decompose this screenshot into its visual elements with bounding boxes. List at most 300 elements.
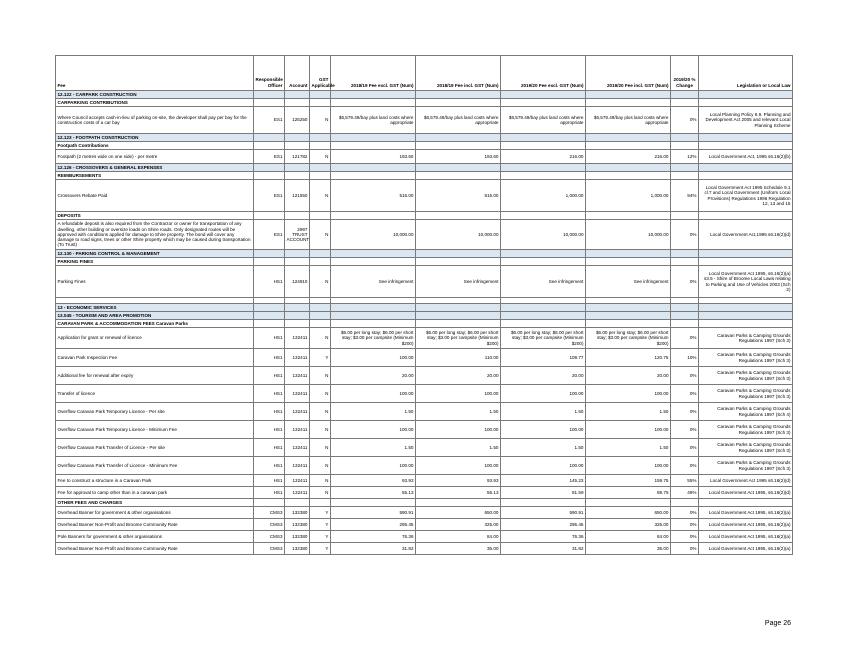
empty-cell [331,99,416,107]
empty-cell [254,499,285,507]
section-title: 12.122 - CARPARK CONSTRUCTION [56,91,254,99]
account-cell: 132411 [285,385,310,403]
gst-cell: N [310,421,331,439]
empty-cell [331,258,416,266]
fee-2018-excl-cell: $6.00 per long stay; $6.00 per short stay; $3.00 per campsite (Minimum $200) [331,328,416,349]
subsection-header-row [56,212,793,220]
header-fee: Fee [56,56,254,91]
account-cell: 132411 [285,457,310,475]
fee-2019-incl-cell: 325.00 [586,519,671,531]
fee-2019-incl-cell: 89.75 [586,487,671,499]
account-cell: 132380 [285,543,310,555]
fee-2018-incl-cell: 93.93 [416,475,501,487]
empty-cell [671,250,699,258]
empty-cell [586,142,671,150]
empty-cell [699,91,793,99]
fee-cell: Overflow Caravan Park Transfer of Licence - Minimum Fee [56,457,254,475]
fee-2018-excl-cell: $6,579.49/bay plus land costs where appropriate [331,107,416,134]
legislation-cell: Local Government Act 1995, s6.16(2)(a) [699,543,793,555]
subsection-header-row [56,258,793,266]
empty-cell [501,212,586,220]
empty-cell [331,91,416,99]
fee-2019-incl-cell: See infringement [586,266,671,298]
change-cell: 0% [671,220,699,250]
empty-cell [699,312,793,320]
fee-2019-incl-cell: 100.00 [586,421,671,439]
account-cell: 132411 [285,349,310,367]
gst-cell: N [310,180,331,212]
change-cell: 0% [671,519,699,531]
officer-cell: CMS3 [254,543,285,555]
account-cell: 132411 [285,328,310,349]
gst-cell: Y [310,349,331,367]
empty-cell [699,142,793,150]
fee-cell: Where Council accepts cash-in-lieu of parking on-site, the developer shall pay per bay for the construction costs of a car bay [56,107,254,134]
section-title: 13.045 - TOURISM AND AREA PROMOTION [56,312,254,320]
fee-2019-excl-cell: 100.00 [501,421,586,439]
account-cell: 132380 [285,531,310,543]
empty-cell [310,499,331,507]
empty-cell [671,258,699,266]
fee-2018-incl-cell: 193.60 [416,150,501,164]
account-cell: 132411 [285,421,310,439]
empty-cell [254,91,285,99]
gst-cell: N [310,385,331,403]
header-row [56,56,793,91]
header-fee-2018-incl: 2018/19 Fee incl. GST (Num) [416,56,501,91]
empty-cell [310,312,331,320]
empty-cell [416,99,501,107]
fee-2019-excl-cell: 20.00 [501,367,586,385]
fee-2019-excl-cell: 295.45 [501,519,586,531]
section-header-row [56,164,793,172]
table-row [56,519,793,531]
officer-cell: HS1 [254,421,285,439]
table-row [56,107,793,134]
empty-cell [586,164,671,172]
section-title: 13 - ECONOMIC SERVICES [56,304,254,312]
change-cell: 0% [671,328,699,349]
fee-cell: Overhead Banner for government & other organisations [56,507,254,519]
empty-cell [699,212,793,220]
empty-cell [699,320,793,328]
empty-cell [416,250,501,258]
empty-cell [586,172,671,180]
empty-cell [254,258,285,266]
fee-2019-excl-cell: See infringement [501,266,586,298]
officer-cell: HS1 [254,457,285,475]
empty-cell [285,304,310,312]
empty-cell [699,134,793,142]
empty-cell [586,134,671,142]
empty-cell [285,134,310,142]
fee-cell: Parking Fines [56,266,254,298]
empty-cell [501,258,586,266]
empty-cell [331,499,416,507]
account-cell: 132411 [285,487,310,499]
legislation-cell: Local Government Act 1995, s6.16(2)(a) [699,507,793,519]
legislation-cell: Local Government Act 1995, s6.16(2)(d) [699,487,793,499]
officer-cell: CMS3 [254,531,285,543]
gst-cell: Y [310,519,331,531]
empty-cell [331,304,416,312]
empty-cell [254,312,285,320]
section-title: 12.123 - FOOTPATH CONSTRUCTION [56,134,254,142]
officer-cell: HS1 [254,475,285,487]
officer-cell: ES1 [254,107,285,134]
fee-2019-incl-cell: $6,579.49/bay plus land costs where appropriate [586,107,671,134]
fee-2019-incl-cell: 84.00 [586,531,671,543]
empty-cell [310,258,331,266]
empty-cell [501,499,586,507]
account-cell: 121782 [285,150,310,164]
empty-cell [254,212,285,220]
empty-cell [254,164,285,172]
fee-2019-excl-cell: 76.36 [501,531,586,543]
legislation-cell: Caravan Parks & Camping Grounds Regulations 1997 (Sch 3) [699,367,793,385]
gst-cell: Y [310,507,331,519]
account-cell: 132411 [285,439,310,457]
officer-cell: HS1 [254,349,285,367]
fee-2019-excl-cell: 100.00 [501,457,586,475]
account-cell: 121550 [285,180,310,212]
empty-cell [671,499,699,507]
fee-cell: Fee to construct a structure in a Caravan Park [56,475,254,487]
fee-2019-excl-cell: 100.00 [501,385,586,403]
fees-table-body [56,91,793,555]
empty-cell [285,142,310,150]
section-header-row [56,134,793,142]
gst-cell: N [310,266,331,298]
fee-2018-incl-cell: 1.50 [416,403,501,421]
section-title: 12.130 - PARKING CONTROL & MANAGEMENT [56,250,254,258]
fee-2018-incl-cell: 110.00 [416,349,501,367]
fee-2019-incl-cell: 1.50 [586,439,671,457]
section-header-row [56,91,793,99]
fee-2019-incl-cell: 35.00 [586,543,671,555]
section-title: 12.126 - CROSSOVERS & GENERAL EXPENSES [56,164,254,172]
empty-cell [699,164,793,172]
fee-cell: Fee for approval to camp other than in a caravan park [56,487,254,499]
fee-2019-excl-cell: 1.50 [501,439,586,457]
fee-2018-excl-cell: 100.00 [331,385,416,403]
subsection-title: PARKING FINES [56,258,254,266]
fee-2019-incl-cell: 20.00 [586,367,671,385]
fee-2019-incl-cell: 120.75 [586,349,671,367]
fee-cell: Footpath (2 metres wide on one side) - per metre [56,150,254,164]
empty-cell [416,142,501,150]
legislation-cell: Local Government Act, 1995 s6.16(2)(b) [699,150,793,164]
table-row [56,403,793,421]
empty-cell [416,164,501,172]
account-cell: 132380 [285,507,310,519]
table-row [56,439,793,457]
fee-2018-incl-cell: 35.00 [416,543,501,555]
table-row [56,531,793,543]
subsection-title: OTHER FEES AND CHARGES [56,499,254,507]
empty-cell [501,91,586,99]
empty-cell [285,250,310,258]
empty-cell [501,312,586,320]
empty-cell [285,320,310,328]
empty-cell [310,91,331,99]
officer-cell: ES1 [254,180,285,212]
subsection-title: REIMBURSEMENTS [56,172,254,180]
empty-cell [310,134,331,142]
legislation-cell: Local Planning Policy 8.9. Planning and Development Act 2005 and relevant Local Planning Scheme [699,107,793,134]
fee-2019-excl-cell: 81.59 [501,487,586,499]
fee-2018-incl-cell: See infringement [416,266,501,298]
empty-cell [586,250,671,258]
subsection-header-row [56,320,793,328]
officer-cell: CMS3 [254,519,285,531]
empty-cell [699,499,793,507]
fee-2018-incl-cell: 1.50 [416,439,501,457]
empty-cell [310,250,331,258]
gst-cell: N [310,487,331,499]
empty-cell [699,250,793,258]
fee-2018-incl-cell: 10,000.00 [416,220,501,250]
account-cell: 132411 [285,403,310,421]
empty-cell [671,172,699,180]
empty-cell [285,172,310,180]
empty-cell [586,320,671,328]
fee-cell: Overflow Caravan Park Temporary Licence - Minimum Fee [56,421,254,439]
officer-cell: CMS3 [254,507,285,519]
change-cell: 0% [671,385,699,403]
empty-cell [416,91,501,99]
fee-2019-incl-cell: 100.00 [586,385,671,403]
header-fee-2019-excl: 2019/20 Fee excl. GST (Num) [501,56,586,91]
empty-cell [331,250,416,258]
change-cell: 0% [671,543,699,555]
empty-cell [699,258,793,266]
change-cell: 0% [671,266,699,298]
fee-cell: Application for grant or renewal of licence [56,328,254,349]
change-cell: 0% [671,507,699,519]
fee-2018-incl-cell: 325.00 [416,519,501,531]
account-cell: 132380 [285,519,310,531]
change-cell: 0% [671,421,699,439]
empty-cell [285,91,310,99]
empty-cell [501,134,586,142]
gst-cell: N [310,367,331,385]
table-row [56,475,793,487]
subsection-header-row [56,172,793,180]
empty-cell [671,99,699,107]
empty-cell [254,320,285,328]
fee-2019-incl-cell: 1.50 [586,403,671,421]
legislation-cell: Local Government Act 1995, s6.16(2)(a) [699,531,793,543]
empty-cell [254,172,285,180]
change-cell: 0% [671,531,699,543]
account-cell: 132411 [285,367,310,385]
change-cell: 0% [671,107,699,134]
fee-cell: Pole Banners for government & other organisations [56,531,254,543]
empty-cell [501,172,586,180]
fee-2019-excl-cell: 109.77 [501,349,586,367]
empty-cell [416,134,501,142]
fee-2018-excl-cell: 20.00 [331,367,416,385]
fee-2018-excl-cell: See infringement [331,266,416,298]
empty-cell [254,142,285,150]
empty-cell [331,164,416,172]
empty-cell [331,172,416,180]
change-cell: 0% [671,367,699,385]
gst-cell: N [310,220,331,250]
empty-cell [586,304,671,312]
empty-cell [331,312,416,320]
legislation-cell: Local Government Act 1995, s6.16(2)(a) s3.5 - Shire of Broome Local Laws relating to Parking and Use of Vehicles 2003 (Sch 2) [699,266,793,298]
legislation-cell: Caravan Parks & Camping Grounds Regulations 1997 (Sch 3) [699,457,793,475]
empty-cell [416,172,501,180]
account-cell: 132411 [285,475,310,487]
fee-2018-incl-cell: 84.00 [416,531,501,543]
empty-cell [416,212,501,220]
legislation-cell: Local Government Act,1995 s6.16(2)(d) [699,220,793,250]
empty-cell [671,164,699,172]
empty-cell [699,304,793,312]
fee-2019-excl-cell: 216.00 [501,150,586,164]
fee-cell: Transfer of licence [56,385,254,403]
header-fee-2019-incl: 2019/20 Fee incl. GST (Num) [586,56,671,91]
legislation-cell: Caravan Parks & Camping Grounds Regulations 1997 (Sch 3) [699,328,793,349]
subsection-title: DEPOSITS [56,212,254,220]
fee-2018-incl-cell: 20.00 [416,367,501,385]
empty-cell [586,212,671,220]
legislation-cell: Caravan Parks & Camping Grounds Regulations 1997 (Sch 3) [699,439,793,457]
fee-2019-excl-cell: $6.00 per long stay; $6.00 per short stay; $3.00 per campsite (Minimum $200) [501,328,586,349]
empty-cell [254,250,285,258]
fee-2019-incl-cell: 100.00 [586,457,671,475]
section-header-row [56,304,793,312]
officer-cell: HS1 [254,328,285,349]
table-row [56,349,793,367]
fee-2018-excl-cell: 295.45 [331,519,416,531]
fee-2018-excl-cell: 100.00 [331,457,416,475]
fee-2019-excl-cell: $6,579.49/bay plus land costs where appropriate [501,107,586,134]
legislation-cell: Caravan Parks & Camping Grounds Regulations 1997 (Sch 3) [699,421,793,439]
fee-2019-incl-cell: 159.75 [586,475,671,487]
fee-2018-excl-cell: 93.93 [331,475,416,487]
fee-2019-incl-cell: 1,000.00 [586,180,671,212]
table-row [56,507,793,519]
officer-cell: HS1 [254,385,285,403]
fee-cell: Overflow Caravan Park Temporary Licence - Per site [56,403,254,421]
table-row [56,180,793,212]
table-row [56,150,793,164]
fee-cell: Overhead Banner Non-Profit and Broome Community Rate [56,519,254,531]
change-cell: 0% [671,403,699,421]
empty-cell [331,320,416,328]
empty-cell [501,250,586,258]
gst-cell: N [310,107,331,134]
officer-cell: ES1 [254,150,285,164]
empty-cell [254,304,285,312]
empty-cell [501,304,586,312]
fee-cell: A refundable deposit is also required from the Contractor or owner for transportation of any dwelling, other building or oversize loads on Shire roads. Only designated routes will be approved with conditions applied for damage to Shire property. The bond will cover any damage to road signs, trees or other Shire property which may be caused during transportation (To Trust) [56,220,254,250]
table-row [56,543,793,555]
empty-cell [416,312,501,320]
fee-2018-excl-cell: 10,000.00 [331,220,416,250]
empty-cell [586,312,671,320]
gst-cell: N [310,403,331,421]
fee-2018-excl-cell: 1.50 [331,439,416,457]
header-legislation: Legislation or Local Law [699,56,793,91]
fee-cell: Additional fee for renewal after expiry [56,367,254,385]
gst-cell: N [310,439,331,457]
table-row [56,385,793,403]
fee-2018-incl-cell: 55.13 [416,487,501,499]
table-row [56,328,793,349]
fee-cell: Crossovers Rebate Paid [56,180,254,212]
empty-cell [416,320,501,328]
empty-cell [586,499,671,507]
account-cell: 125250 [285,107,310,134]
change-cell: 12% [671,150,699,164]
section-header-row [56,250,793,258]
empty-cell [310,99,331,107]
empty-cell [671,91,699,99]
fee-2018-excl-cell: 515.00 [331,180,416,212]
empty-cell [671,312,699,320]
legislation-cell: Caravan Parks & Camping Grounds Regulations 1997 (Sch 3) [699,349,793,367]
empty-cell [310,304,331,312]
empty-cell [671,320,699,328]
change-cell: 0% [671,457,699,475]
fee-2019-incl-cell: 10,000.00 [586,220,671,250]
officer-cell: HS1 [254,367,285,385]
officer-cell: HS1 [254,487,285,499]
empty-cell [416,258,501,266]
legislation-cell: Caravan Parks & Camping Grounds Regulations 1997 (Sch 3) [699,385,793,403]
table-row [56,220,793,250]
officer-cell: ES1 [254,220,285,250]
header-gst: GST Applicable [310,56,331,91]
fees-table [55,55,793,555]
officer-cell: HS1 [254,266,285,298]
subsection-header-row [56,499,793,507]
empty-cell [310,212,331,220]
section-header-row [56,312,793,320]
fee-2018-excl-cell: 31.82 [331,543,416,555]
subsection-header-row [56,142,793,150]
change-cell: 0% [671,439,699,457]
fee-2018-incl-cell: $6,579.49/bay plus land costs where appropriate [416,107,501,134]
empty-cell [501,320,586,328]
gst-cell: N [310,475,331,487]
fee-2019-excl-cell: 1,000.00 [501,180,586,212]
empty-cell [501,142,586,150]
empty-cell [671,212,699,220]
subsection-title: Footpath Contributions [56,142,254,150]
fee-2019-excl-cell: 31.82 [501,543,586,555]
empty-cell [501,164,586,172]
empty-cell [586,258,671,266]
officer-cell: HS1 [254,439,285,457]
subsection-header-row [56,99,793,107]
fee-2018-excl-cell: 590.91 [331,507,416,519]
fee-2018-excl-cell: 193.60 [331,150,416,164]
empty-cell [285,499,310,507]
fee-cell: Overflow Caravan Park Transfer of Licence - Per site [56,439,254,457]
empty-cell [310,164,331,172]
empty-cell [254,134,285,142]
fee-2018-excl-cell: 100.00 [331,349,416,367]
fee-2019-excl-cell: 1.50 [501,403,586,421]
change-cell: 94% [671,180,699,212]
fee-cell: Overhead Banner Non-Profit and Broome Community Rate [56,543,254,555]
